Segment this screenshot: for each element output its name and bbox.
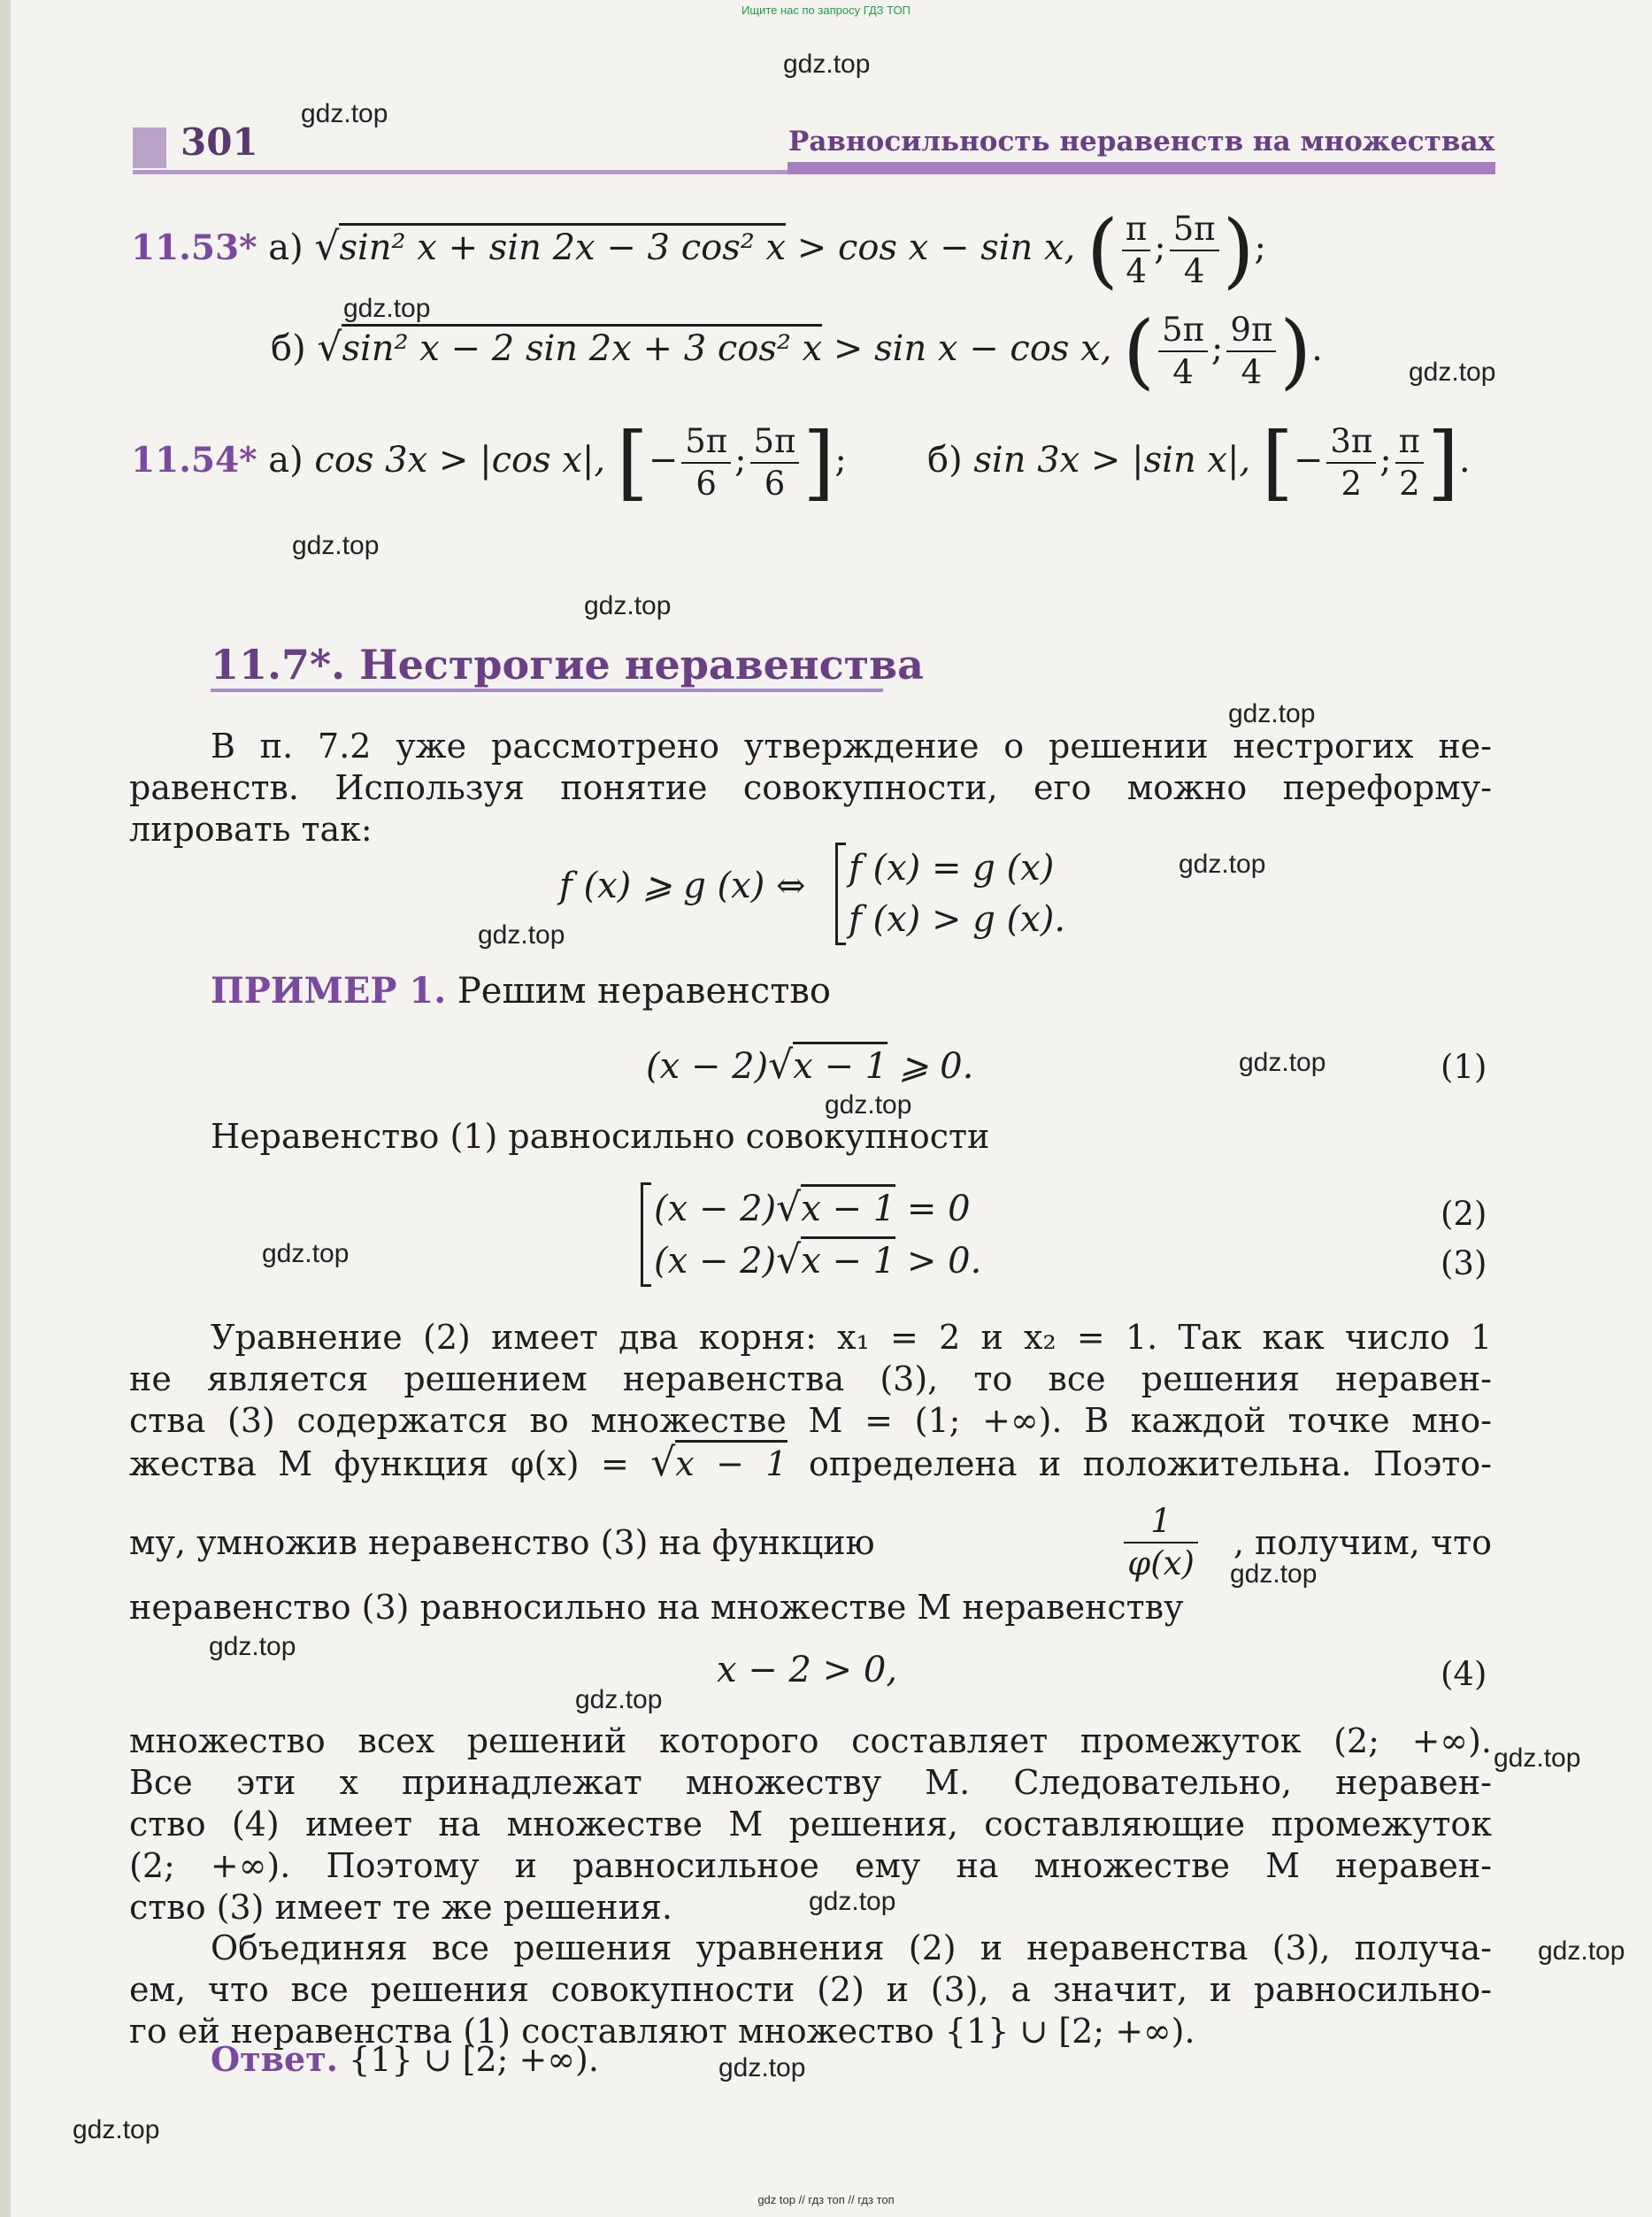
item-label: б) [271,328,306,369]
fraction: $\frac{3\pi}{2}$ [1326,421,1376,504]
rhs: > cos x − sin x, [786,227,1076,268]
watermark: gdz.top [1538,1936,1625,1966]
equation-number: (2) [1441,1195,1487,1233]
example-heading [211,970,831,1012]
paren-open: ( [1123,304,1156,398]
inequality-1: (x − 2)√x − 1 ⩾ 0. [646,1043,974,1088]
equation-number: (1) [1441,1048,1487,1086]
text-line: (2; +∞). Поэтому и равносильное ему на множестве M неравен- [129,1846,1492,1885]
running-title: Равносильность неравенств на множествах [788,126,1494,158]
paren-open: ( [1087,203,1118,297]
system-row: (x − 2)√x − 1 > 0. [654,1237,982,1282]
equation-number: (3) [1441,1244,1487,1282]
exercise-number: 11.53* [131,227,257,268]
intro-paragraph [129,726,1492,851]
punct: . [1458,440,1471,481]
text-line: Объединяя все решения уравнения (2) и неравенства (3), получа- [211,1928,1492,1967]
example-text: Решим неравенство [446,971,831,1012]
radicand: sin² x + sin 2x − 3 cos² x [339,223,786,268]
text-line: ство (3) имеет те же решения. [129,1888,672,1927]
text-line: В п. 7.2 уже рассмотрено утверждение о решении нестрогих не- [211,727,1492,766]
item-label: б) [927,440,963,481]
exercise-11-54-b: б) sin 3x > |sin x|, [− $\frac{3\pi}{2}$ ; $\frac{\pi}{2}$ ]. [927,415,1471,510]
item-label: а) [268,227,304,268]
watermark: gdz.top [1494,1744,1581,1773]
watermark: gdz.top [825,1090,912,1120]
fraction: $\frac{5\pi}{6}$ [750,421,800,504]
system-2-3 [641,1182,981,1287]
text-line: Уравнение (2) имеет два корня: x₁ = 2 и x₂ = 1. Так как число 1 [211,1318,1492,1357]
text-line: , получим, что [1233,1523,1492,1562]
body-paragraph-2 [129,1720,1492,1928]
bottom-note: gdz top // гдз топ // гдз топ [757,2193,895,2206]
fraction: $\frac{\pi}{2}$ [1395,421,1424,504]
formula-lhs: f (x) ⩾ g (x) ⇔ [559,866,806,906]
watermark: gdz.top [209,1632,296,1661]
formula-row: f (x) > g (x). [849,899,1066,940]
watermark: gdz.top [1409,358,1496,387]
rhs: > sin x − cos x, [822,328,1112,369]
text-line: ство (4) имеет на множестве M решения, составляющие промежуток [129,1805,1492,1844]
punct: . [1311,328,1323,369]
answer-label: Ответ. [211,2039,339,2079]
item-label: а) [268,440,304,481]
watermark: gdz.top [1179,850,1266,879]
watermark: gdz.top [1239,1048,1326,1077]
watermark: gdz.top [478,920,565,950]
answer [211,2039,599,2079]
bracket-close: ] [1427,415,1459,510]
equation-number: (4) [1441,1655,1487,1693]
text-line: го ей неравенства (1) составляют множество {1} ∪ [2; +∞). [129,2012,1195,2051]
bracket-open: [ [1261,415,1294,510]
watermark: gdz.top [343,294,431,323]
text-line: не является решением неравенства (3), то все решения неравен- [129,1359,1492,1398]
watermark: gdz.top [292,531,380,560]
system-row: (x − 2)√x − 1 = 0 [654,1185,971,1230]
text-line: равенств. Используя понятие совокупности, его можно переформу- [129,768,1492,807]
exercise-11-54: 11.54* а) cos 3x > |cos x|, [− $\frac{5\pi}{6}$ ; $\frac{5\pi}{6}$ ]; [131,415,847,510]
inequality: cos 3x > |cos x|, [314,440,606,481]
watermark: gdz.top [718,2053,806,2082]
watermark: gdz.top [809,1887,896,1916]
text-line: му, умножив неравенство (3) на функцию [129,1523,875,1562]
example-label: ПРИМЕР 1. [211,970,447,1012]
formula-row: f (x) = g (x) [849,848,1055,889]
top-search-note: Ищите нас по запросу ГДЗ ТОП [741,4,911,17]
inequality: sin 3x > |sin x|, [973,440,1251,481]
watermark: gdz.top [1230,1559,1318,1589]
minus: − [648,440,679,481]
fraction: $\frac{\pi}{4}$ [1122,209,1150,292]
exercise-number: 11.54* [131,440,257,481]
fraction: $\frac{1}{\varphi(x)}$ [1124,1501,1198,1584]
punct: ; [1254,227,1266,268]
page-number: 301 [181,120,258,164]
punct: ; [834,440,847,481]
watermark: gdz.top [584,591,672,620]
text-line-with-fraction [129,1501,1492,1584]
fraction: $\frac{5\pi}{4}$ [1170,209,1219,292]
text-line: множество всех решений которого составляет промежуток (2; +∞). [129,1721,1492,1760]
bracket-close: ] [803,415,835,510]
section-title: 11.7*. Нестрогие неравенства [211,641,924,689]
minus: − [1293,440,1324,481]
exercise-11-53-b: б) √sin² x − 2 sin 2x + 3 cos² x > sin x − cos x, ( $\frac{5\pi}{4}$ ; $\frac{9\pi}{4}$ ). [271,304,1323,398]
answer-text: {1} ∪ [2; +∞). [338,2040,599,2079]
watermark: gdz.top [262,1239,350,1268]
watermark: gdz.top [783,50,871,79]
radicand: sin² x − 2 sin 2x + 3 cos² x [342,324,822,369]
text-line: неравенство (3) равносильно на множестве M неравенству [129,1588,1184,1627]
bracket-open: [ [616,415,649,510]
text-line: ем, что все решения совокупности (2) и (3), а значит, и равносильно- [129,1970,1492,2009]
equiv-text: Неравенство (1) равносильно совокупности [211,1117,990,1156]
watermark: gdz.top [301,99,388,128]
formula-set [835,843,1065,945]
text-line: ства (3) содержатся во множестве M = (1; +∞). В каждой точке мно- [129,1401,1492,1440]
section-rule [211,689,883,692]
paren-close: ) [1279,304,1312,398]
page-number-marker [133,127,166,168]
watermark: gdz.top [1228,699,1316,728]
text-line: Все эти x принадлежат множеству M. Следовательно, неравен- [129,1763,1492,1802]
body-paragraph-1 [129,1317,1492,1485]
header-title-band [788,162,1495,174]
body-paragraph-3 [129,1928,1492,2052]
fraction: $\frac{5\pi}{4}$ [1158,310,1208,393]
inequality-4: x − 2 > 0, [717,1650,898,1690]
fraction: $\frac{9\pi}{4}$ [1226,310,1276,393]
exercise-11-53-a: 11.53* а) √sin² x + sin 2x − 3 cos² x > cos x − sin x, ( $\frac{\pi}{4}$ ; $\frac{5\pi}{4}$ ); [131,203,1266,297]
text-line: жества M функция φ(x) = √x − 1 определена и положительна. Поэто- [129,1440,1493,1485]
fraction: $\frac{5\pi}{6}$ [681,421,731,504]
watermark: gdz.top [575,1685,663,1714]
watermark: gdz.top [73,2115,160,2144]
text-line: лировать так: [129,810,373,849]
paren-close: ) [1222,203,1255,297]
